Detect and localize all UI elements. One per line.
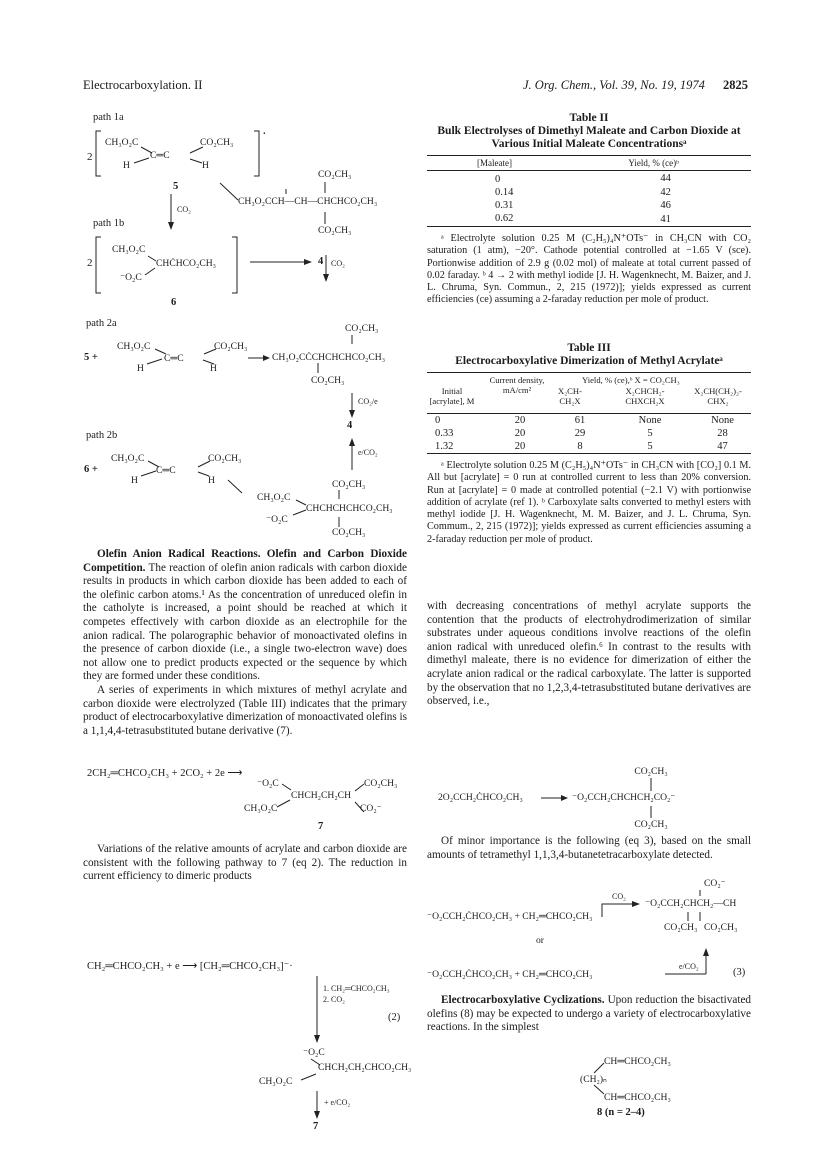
- dimer-formula: CH₃O₂CCH—CH—CHCHCO₂CH₃: [238, 196, 378, 207]
- table-2-footnote: ᵃ Electrolyte solution 0.25 M (C₂H₅)₄N⁺OTs⁻ in CH₃CN with CO₂ saturation (1 atm), −20°. Cathode potential controlled at −1.65 V (sce). Portionwise addition of 2.9 g (0.02 mol) of maleate at total current passed of 0.02 faraday. ᵇ 4 → 2 with methyl iodide [J. H. Wagenknecht, M. Baizer, and J. L. Chruma, Syn. Commun., 2, 215 (1972)]; yields expressed as current efficiencies (ce) assuming a 2-faraday reduction per mole of product.: [427, 233, 751, 306]
- carboxylate: CO₂⁻: [704, 878, 726, 889]
- compound-5-plus: 5 +: [84, 352, 98, 363]
- paragraph: A series of experiments in which mixtures of methyl acrylate and carbon dioxide were electrolyzed (Table III) indicates that the primary product of electrocarboxylative dimerization of monoactivated olefins is a 1,1,4,4-tetrasubstituted butane derivative (7).: [83, 683, 408, 737]
- ester-group: CH₃O₂C: [117, 341, 151, 352]
- table-row: 0.31 46: [495, 200, 671, 211]
- hydrogen: H: [131, 475, 138, 486]
- table-3-title: Table III: [567, 342, 611, 354]
- table-3-footnote: ᵃ Electrolyte solution 0.25 M (C₂H₅)₄N⁺OTs⁻ in CH₃CN with [CO₂] 0.1 M. All but [acrylate] = 0 run at controlled current to less than 20% conversion. Run at [acrylate] = 0 made at controlled potential (−2.1 V) with portionwise addition of acrylate (ref 1). ᵇ Carboxylate salts converted to methyl esters with methyl iodide [J. H. Wagenknecht, M. M. Baizer, and J. L. Chruma, Syn. Commum., 2, 215 (1972)]; yields expressed as current efficiencies assuming a 2-faraday reduction per mole of product.: [427, 460, 751, 545]
- table-3-header: [427, 372, 751, 413]
- eq3-reactants-alt: ⁻O₂CCH₂ĊHCO₂CH₃ + CH₂═CHCO₂CH₃: [427, 969, 593, 980]
- table-3-subtitle: Electrocarboxylative Dimerization of Methyl Acrylateᵃ: [455, 355, 723, 367]
- carboxylate: CO₂⁻: [360, 803, 382, 814]
- compound-6: 6: [171, 297, 177, 308]
- hydrogen: H: [137, 363, 144, 374]
- ester-group: CH₃O₂C: [259, 1076, 293, 1087]
- paragraph: The reaction of olefin anion radicals with carbon dioxide results in products in which carbon dioxide has been added to each of the olefinic carbon atoms.¹ As the concentration of unreduced olefin in the catholyte is increased, a point should be reached at which it competes effectively with carbon dioxide as an electrophile for the anion radical. The polarographic behavior of monoactivated olefins in the presence of carbon dioxide (i.e., a single two-electron wave) does not allow one to predict products expected or the sequence by which they are formed under these conditions.: [83, 561, 407, 683]
- hydrogen: H: [210, 363, 217, 374]
- equation-radical-dimer: 2O₂CCH₂ĊHCO₂CH₃: [438, 792, 523, 803]
- ester-group: CO₂CH₃: [318, 169, 352, 180]
- equation-dimer-product: ⁻O₂CCH₂CHCHCH₂CO₂⁻: [572, 792, 676, 803]
- left-body-text-2: [83, 843, 407, 884]
- ester-group: CO₂CH₃: [332, 527, 366, 538]
- compound-8-bottom: CH═CHCO₂CH₃: [604, 1092, 671, 1103]
- column-header: Yield, % (ce)ᵇ: [628, 158, 679, 168]
- yield-spanner: Yield, % (ce),ᵇ X = CO₂CH₃: [582, 375, 680, 385]
- ester-group: CO₂CH₃: [214, 341, 248, 352]
- ester-group: CO₂CH₃: [345, 323, 379, 334]
- path-2a-label: path 2a: [86, 318, 117, 329]
- left-body-text: [83, 548, 407, 738]
- right-body-text-2: [427, 835, 751, 862]
- paragraph: Upon reduction the bisactivated olefins (8) may be expected to undergo a variety of electrocarboxylative reactions. In the simplest: [427, 994, 752, 1034]
- ester-group: CH₃O₂C: [112, 244, 146, 255]
- column-header: [Maleate]: [477, 158, 512, 168]
- section-heading: Olefin Anion Radical Reactions. Olefin and Carbon Dioxide Competition.: [83, 548, 407, 574]
- paragraph: Of minor importance is the following (eq 3), based on the small amounts of tetramethyl 1,1,3,4-butanetetracarboxylate detected.: [427, 835, 751, 861]
- column-header: X₂CH-CH₂X: [557, 386, 582, 406]
- compound-5: 5: [173, 181, 179, 192]
- table-row: 0 44: [495, 173, 671, 185]
- column-header: X₂CHCH₂-CHXCH₂X: [625, 386, 665, 406]
- ester-group: CO₂CH₃: [208, 453, 242, 464]
- co2-e-reagent: CO₂/e: [358, 397, 378, 406]
- journal-citation: J. Org. Chem., Vol. 39, No. 19, 1974: [523, 78, 705, 92]
- equation-2-reagents: 1. CH₂═CHCO₂CH₃ 2. CO₂: [323, 984, 390, 1004]
- ester-group: CH₃O₂C: [111, 453, 145, 464]
- ester-group: CO₂CH₃: [318, 225, 352, 236]
- compound-7-chain: CHCH₂CH₂CH: [291, 790, 351, 801]
- hydrogen: H: [208, 475, 215, 486]
- coefficient-2: 2: [87, 257, 93, 269]
- paragraph: Variations of the relative amounts of acrylate and carbon dioxide are consistent with the following pathway to 7 (eq 2). The reduction in current efficiency to dimeric products: [83, 843, 407, 883]
- path-1b-label: path 1b: [93, 218, 125, 229]
- right-body-text: [427, 600, 751, 709]
- carboxylate: ⁻O₂C: [303, 1047, 325, 1058]
- table-row: 0.62 41: [427, 212, 751, 227]
- paragraph: with decreasing concentrations of methyl acrylate supports the contention that the products of electrohydrodimerization of similar substrates under aqueous conditions involve reactions of the olefin anion radical with unreduced olefin.⁶ In contrast to the results with dimethyl maleate, there is no evidence for dimerization of either the acrylate anion radical or the radical carboxylate. The latter is supported by the observation that no 1,2,3,4-tetrasubstituted butane derivatives are observed, i.e.,: [427, 600, 751, 708]
- path-2b-label: path 2b: [86, 430, 118, 441]
- section-heading: Electrocarboxylative Cyclizations.: [441, 994, 605, 1006]
- table-2-title: Table II: [569, 112, 609, 124]
- table-row: 0.33 20 29 5 28: [435, 428, 728, 439]
- compound-6-plus: 6 +: [84, 464, 98, 475]
- ester-group: CO₂CH₃: [200, 137, 234, 148]
- radical-anion-sign: ·: [262, 127, 267, 142]
- table-2-grid: [427, 155, 751, 227]
- co2-reagent: CO₂: [612, 892, 626, 901]
- ester-group: CH₃O₂C: [105, 137, 139, 148]
- ester-group: CO₂CH₃: [664, 922, 698, 933]
- eq3-product: ⁻O₂CCH₂CHCH₂—CH: [645, 898, 737, 909]
- carboxylate: ⁻O₂C: [120, 272, 142, 283]
- ester-group: CH₃O₂C: [257, 492, 291, 503]
- hydrogen: H: [123, 160, 130, 171]
- compound-7: 7: [318, 821, 324, 832]
- compound-7: 7: [313, 1121, 319, 1132]
- page-number: 2825: [723, 78, 748, 92]
- right-body-text-3: [427, 994, 751, 1035]
- path-2b-product: CHCHCHCHCO₂CH₃: [306, 503, 393, 514]
- eq3-reactants: ⁻O₂CCH₂ĊHCO₂CH₃ + CH₂═CHCO₂CH₃: [427, 911, 593, 922]
- e-co2-reagent: e/CO₂: [679, 962, 699, 971]
- carboxylate: ⁻O₂C: [266, 514, 288, 525]
- column-header: Initial [acrylate], M: [429, 386, 475, 406]
- eq3-or: or: [536, 935, 544, 946]
- ester-group: CO₂CH₃: [332, 479, 366, 490]
- path-2a-product: CH₃O₂CĊCHCHCHCO₂CH₃: [272, 352, 386, 363]
- path-1a-label: path 1a: [93, 112, 124, 123]
- table-row: 0 20 61 None None: [435, 415, 734, 426]
- eq2-intermediate: CHCH₂CH₂CHCO₂CH₃: [318, 1062, 412, 1073]
- table-2: [427, 112, 751, 307]
- compound-8-label: 8 (n = 2–4): [597, 1107, 645, 1118]
- table-2-subtitle: Bulk Electrolyses of Dimethyl Maleate and Carbon Dioxide at Various Initial Maleate Concentrationsᵃ: [437, 125, 741, 150]
- table-3: [427, 342, 751, 546]
- ester-group: CO₂CH₃: [364, 778, 398, 789]
- ester-group: CO₂CH₃: [634, 766, 668, 777]
- ester-group: CO₂CH₃: [634, 819, 668, 830]
- ester-group: CO₂CH₃: [311, 375, 345, 386]
- double-bond: C═C: [156, 465, 176, 476]
- table-row: 1.32 20 8 5 47: [435, 441, 728, 452]
- compound-4: 4: [347, 420, 353, 431]
- equation-number: (2): [388, 1012, 401, 1023]
- e-co2-reagent: e/CO₂: [358, 448, 378, 457]
- double-bond: C═C: [164, 353, 184, 364]
- compound-4: 4: [318, 256, 324, 267]
- coefficient-2: 2: [87, 151, 93, 163]
- double-bond: C═C: [150, 150, 170, 161]
- compound-8-chain: (CH₂)ₙ: [580, 1074, 607, 1085]
- ester-group: CO₂CH₃: [704, 922, 738, 933]
- co2-reagent: CO₂: [331, 259, 345, 268]
- table-3-grid: [427, 413, 751, 454]
- radical-fragment: CHĊHCO₂CH₃: [156, 258, 216, 269]
- table-row: 0.14 42: [495, 187, 671, 198]
- ester-group: CH₃O₂C: [244, 803, 278, 814]
- hydrogen: H: [202, 160, 209, 171]
- column-header: X₂CH(CH₂)₂-CHX₂: [694, 386, 742, 406]
- column-header: Current density, mA/cm²: [489, 375, 545, 395]
- equation-number: (3): [733, 967, 746, 978]
- compound-8-top: CH═CHCO₂CH₃: [604, 1056, 671, 1067]
- equation-tetrasubstituted: 2CH₂═CHCO₂CH₃ + 2CO₂ + 2e ⟶: [87, 768, 243, 779]
- carboxylate: ⁻O₂C: [257, 778, 279, 789]
- equation-2-step1: CH₂═CHCO₂CH₃ + e ⟶ [CH₂═CHCO₂CH₃]⁻·: [87, 961, 293, 972]
- e-co2-reagent: + e/CO₂: [324, 1098, 351, 1107]
- running-head-left: Electrocarboxylation. II: [83, 78, 203, 92]
- co2-reagent: CO₂: [177, 205, 191, 214]
